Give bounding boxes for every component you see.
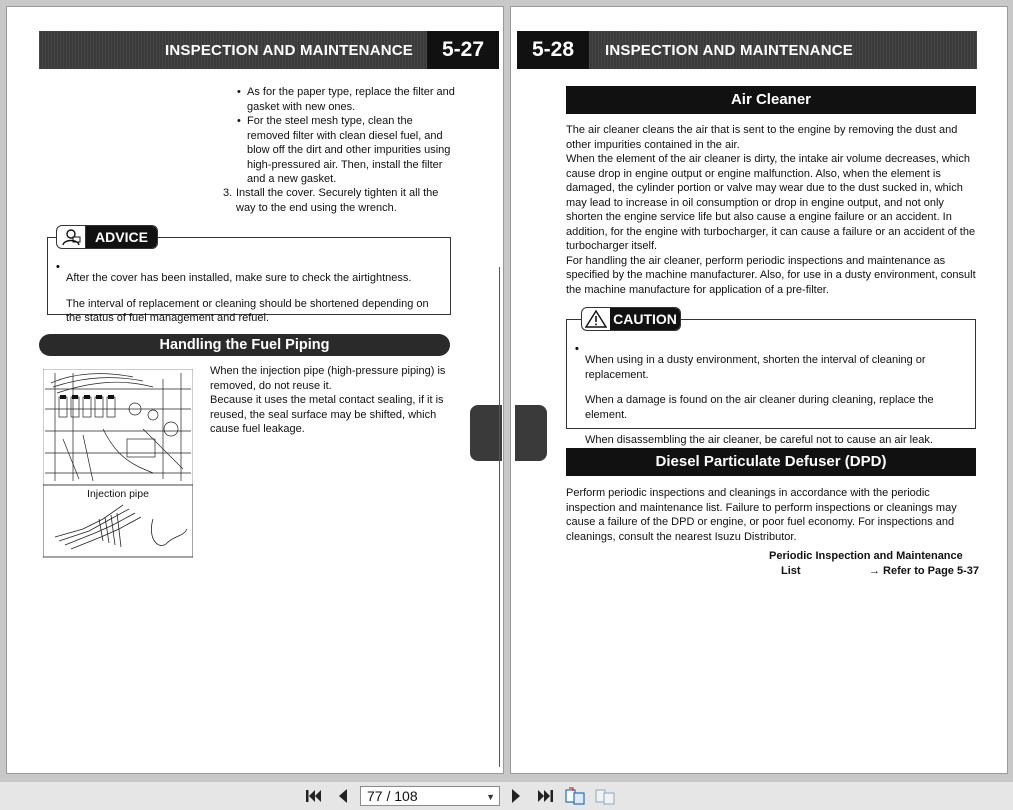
page-layout-disabled-button[interactable] — [595, 787, 615, 805]
page-layout-icon — [565, 787, 585, 805]
left-thumb-tab — [470, 405, 502, 461]
first-page-button[interactable] — [304, 787, 324, 805]
reference-line-2-left: List — [781, 564, 801, 577]
step-3-text: Install the cover. Securely tighten it all the way to the end using the wrench. — [236, 187, 439, 214]
advice-label: ADVICE — [86, 226, 157, 248]
filter-bullets — [237, 85, 455, 187]
air-cleaner-paragraph: The air cleaner cleans the air that is sent to the engine by removing the dust and other impurities contained in the air. — [566, 124, 958, 151]
pdf-viewer-toolbar — [0, 782, 1013, 810]
first-page-icon — [305, 788, 323, 804]
fuel-piping-paragraph: When the injection pipe (high-pressure piping) is removed, do not reuse it. — [210, 365, 446, 392]
dpd-title: Diesel Particulate Defuser (DPD) — [566, 448, 976, 476]
dpd-paragraph: Perform periodic inspections and cleanings in accordance with the periodic inspection and maintenance list. Failure to perform inspections or cleanings may cause a failure of the DPD or engine, or poor fuel economy. For inspections and cleanings, consult the nearest Isuzu Distributor. — [566, 487, 957, 543]
air-cleaner-paragraph: When the element of the air cleaner is dirty, the intake air volume decreases, which cause drop in engine output or engine malfunction. Also, when the element is damaged, the cylinder portion or valve may wear due to the dust sucked in, which may lead to increase in oil consumption or drop in engine output, and not only shorten the engine service life but also cause a engine failure or an accident. In addition, for the engine with turbocharger, it can cause a failure or an accident of the turbocharger itself. — [566, 153, 976, 252]
right-thumb-tab — [515, 405, 547, 461]
caution-item: • When disassembling the air cleaner, be careful not to cause an air leak. — [575, 433, 967, 448]
fuel-piping-body — [210, 364, 450, 437]
step-3-number: 3. — [223, 187, 233, 199]
warning-triangle-icon — [582, 308, 610, 330]
page-layout-button[interactable] — [565, 787, 585, 805]
right-page-header — [517, 31, 977, 69]
caution-tab — [581, 307, 681, 331]
injection-pipe-figure — [43, 369, 193, 559]
caution-box — [566, 311, 976, 446]
filter-bullet-paper: • As for the paper type, replace the filter and gasket with new ones. — [237, 85, 455, 114]
caution-label: CAUTION — [610, 308, 680, 330]
step-3 — [223, 186, 455, 215]
advice-item: • After the cover has been installed, make sure to check the airtightness. — [56, 271, 442, 286]
left-page-number: 5-27 — [427, 31, 499, 69]
left-header-title: INSPECTION AND MAINTENANCE — [165, 42, 413, 59]
page-layout-disabled-icon — [595, 787, 615, 805]
right-page — [510, 6, 1008, 774]
right-page-number: 5-28 — [517, 31, 589, 69]
advice-person-icon — [57, 226, 86, 248]
last-page-button[interactable] — [535, 787, 555, 805]
caution-item: • When a damage is found on the air cleaner during cleaning, replace the element. — [575, 393, 967, 422]
next-page-icon — [509, 788, 523, 804]
next-page-button[interactable] — [506, 787, 526, 805]
reference-link[interactable]: → Refer to Page 5-37 — [868, 564, 979, 577]
advice-box — [47, 229, 451, 324]
right-header-title: INSPECTION AND MAINTENANCE — [605, 42, 853, 59]
last-page-icon — [536, 788, 554, 804]
left-page — [6, 6, 504, 774]
air-cleaner-body — [566, 123, 978, 297]
reference-line-1: Periodic Inspection and Maintenance — [769, 550, 963, 562]
previous-page-icon — [336, 788, 350, 804]
air-cleaner-title: Air Cleaner — [566, 86, 976, 114]
caution-item: • When using in a dusty environment, shorten the interval of cleaning or replacement. — [575, 353, 967, 382]
page-number-display: 77 / 108 — [367, 788, 418, 804]
dropdown-arrow-icon: ▼ — [486, 792, 495, 802]
air-cleaner-paragraph: For handling the air cleaner, perform periodic inspections and maintenance as specified by the machine manufacturer. Also, for use in a dusty environment, consult the machine manufacture for application of a pre-filter. — [566, 254, 976, 296]
previous-page-button[interactable] — [333, 787, 353, 805]
dpd-body — [566, 486, 978, 544]
left-page-margin-line — [499, 267, 500, 767]
left-page-header — [39, 31, 499, 69]
advice-tab — [56, 225, 158, 249]
reference-note — [769, 549, 979, 578]
injection-pipe-label: Injection pipe — [87, 488, 149, 500]
page-number-select[interactable] — [360, 786, 500, 806]
fuel-piping-paragraph: Because it uses the metal contact sealing, if it is reused, the seal surface may be shifted, which cause fuel leakage. — [210, 394, 444, 435]
fuel-piping-title: Handling the Fuel Piping — [39, 334, 450, 356]
advice-item: • The interval of replacement or cleaning should be shortened depending on the status of fuel management and refuel. — [56, 297, 442, 326]
engine-illustration — [43, 369, 193, 559]
filter-bullet-steel-mesh: • For the steel mesh type, clean the removed filter with clean diesel fuel, and blow off the dirt and other impurities using high-pressured air. Then, install the filter and a new gasket. — [237, 114, 455, 187]
